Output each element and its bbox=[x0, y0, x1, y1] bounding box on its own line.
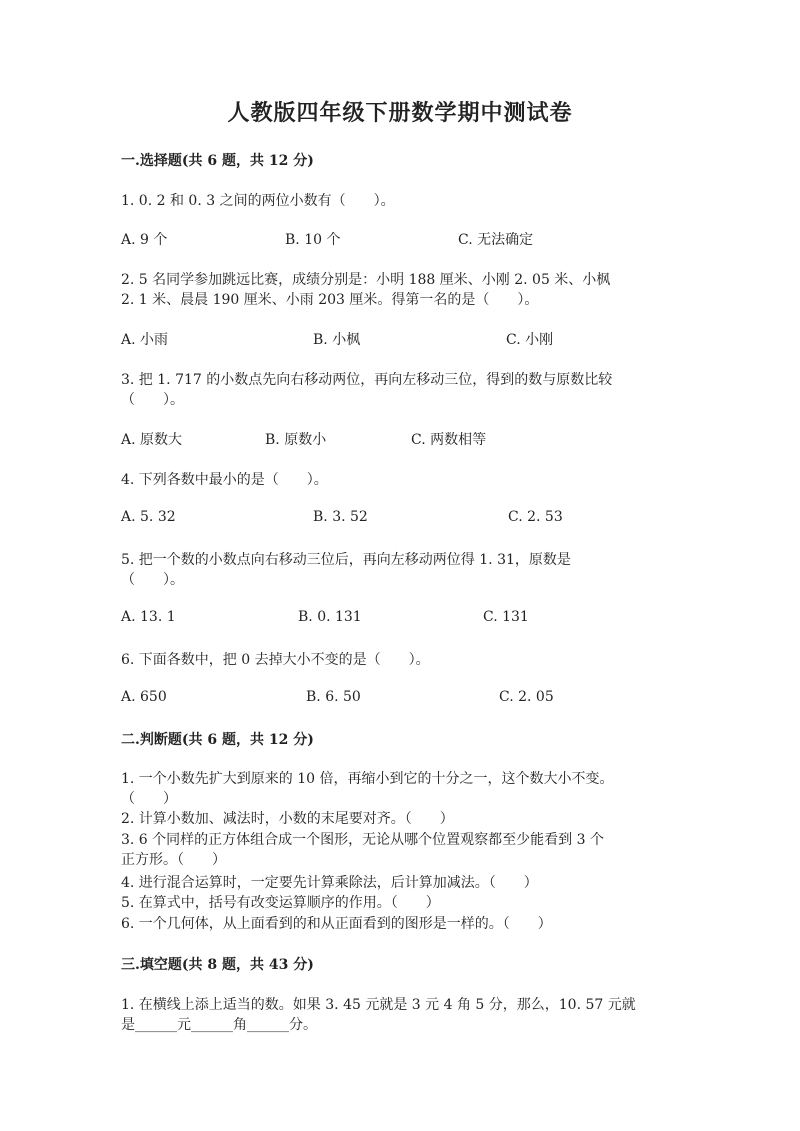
question-text: 1. 0. 2 和 0. 3 之间的两位小数有（ ）。 bbox=[121, 193, 395, 209]
statement-line: （ ） bbox=[121, 791, 177, 807]
question-text: （ ）。 bbox=[121, 572, 184, 588]
statement-line: 3. 6 个同样的正方体组合成一个图形，无论从哪个位置观察都至少能看到 3 个 bbox=[121, 832, 604, 848]
statement-line: 2. 计算小数加、减法时，小数的末尾要对齐。（ ） bbox=[121, 811, 454, 827]
option-a: A. 原数大 bbox=[121, 432, 183, 448]
option-b: B. 0. 131 bbox=[298, 609, 362, 625]
statement-line: 1. 一个小数先扩大到原来的 10 倍，再缩小到它的十分之一，这个数大小不变。 bbox=[121, 771, 614, 787]
option-a: A. 9 个 bbox=[121, 232, 168, 248]
question-text: 1. 在横线上添上适当的数。如果 3. 45 元就是 3 元 4 角 5 分，那么，10. 57 元就 bbox=[121, 997, 636, 1013]
section-heading-fill-blank: 三.填空题(共 8 题，共 43 分) bbox=[121, 957, 314, 973]
question-text: （ ）。 bbox=[121, 392, 184, 408]
option-b: B. 3. 52 bbox=[313, 509, 368, 525]
option-b: B. 小枫 bbox=[313, 332, 361, 348]
question-text: 6. 下面各数中，把 0 去掉大小不变的是（ ）。 bbox=[121, 652, 430, 668]
option-c: C. 2. 53 bbox=[508, 509, 563, 525]
option-a: A. 小雨 bbox=[121, 332, 169, 348]
statement-line: 6. 一个几何体，从上面看到的和从正面看到的图形是一样的。（ ） bbox=[121, 916, 552, 932]
question-text: 3. 把 1. 717 的小数点先向右移动两位，再向左移动三位，得到的数与原数比较 bbox=[121, 372, 613, 388]
statement-line: 5. 在算式中，括号有改变运算顺序的作用。（ ） bbox=[121, 895, 440, 911]
statement-line: 4. 进行混合运算时，一定要先计算乘除法，后计算加减法。（ ） bbox=[121, 875, 538, 891]
option-a: A. 5. 32 bbox=[121, 509, 176, 525]
option-a: A. 650 bbox=[121, 689, 167, 705]
option-b: B. 原数小 bbox=[265, 432, 327, 448]
option-c: C. 无法确定 bbox=[458, 232, 534, 248]
option-a: A. 13. 1 bbox=[121, 609, 176, 625]
question-text: 是______元______角______分。 bbox=[121, 1017, 317, 1033]
question-text: 2. 5 名同学参加跳远比赛，成绩分别是：小明 188 厘米、小刚 2. 05 米、小枫 bbox=[121, 272, 611, 288]
question-text: 2. 1 米、晨晨 190 厘米、小雨 203 厘米。得第一名的是（ ）。 bbox=[121, 292, 539, 308]
option-c: C. 小刚 bbox=[506, 332, 554, 348]
question-text: 5. 把一个数的小数点向右移动三位后，再向左移动两位得 1. 31，原数是 bbox=[121, 552, 571, 568]
option-c: C. 2. 05 bbox=[499, 689, 554, 705]
question-text: 4. 下列各数中最小的是（ ）。 bbox=[121, 472, 328, 488]
option-c: C. 131 bbox=[483, 609, 529, 625]
option-b: B. 10 个 bbox=[285, 232, 341, 248]
option-c: C. 两数相等 bbox=[411, 432, 487, 448]
option-b: B. 6. 50 bbox=[306, 689, 361, 705]
statement-line: 正方形。（ ） bbox=[121, 852, 226, 868]
section-heading-judgement: 二.判断题(共 6 题，共 12 分) bbox=[121, 732, 314, 748]
exam-title: 人教版四年级下册数学期中测试卷 bbox=[227, 100, 573, 126]
section-heading-choice: 一.选择题(共 6 题，共 12 分) bbox=[121, 153, 314, 169]
